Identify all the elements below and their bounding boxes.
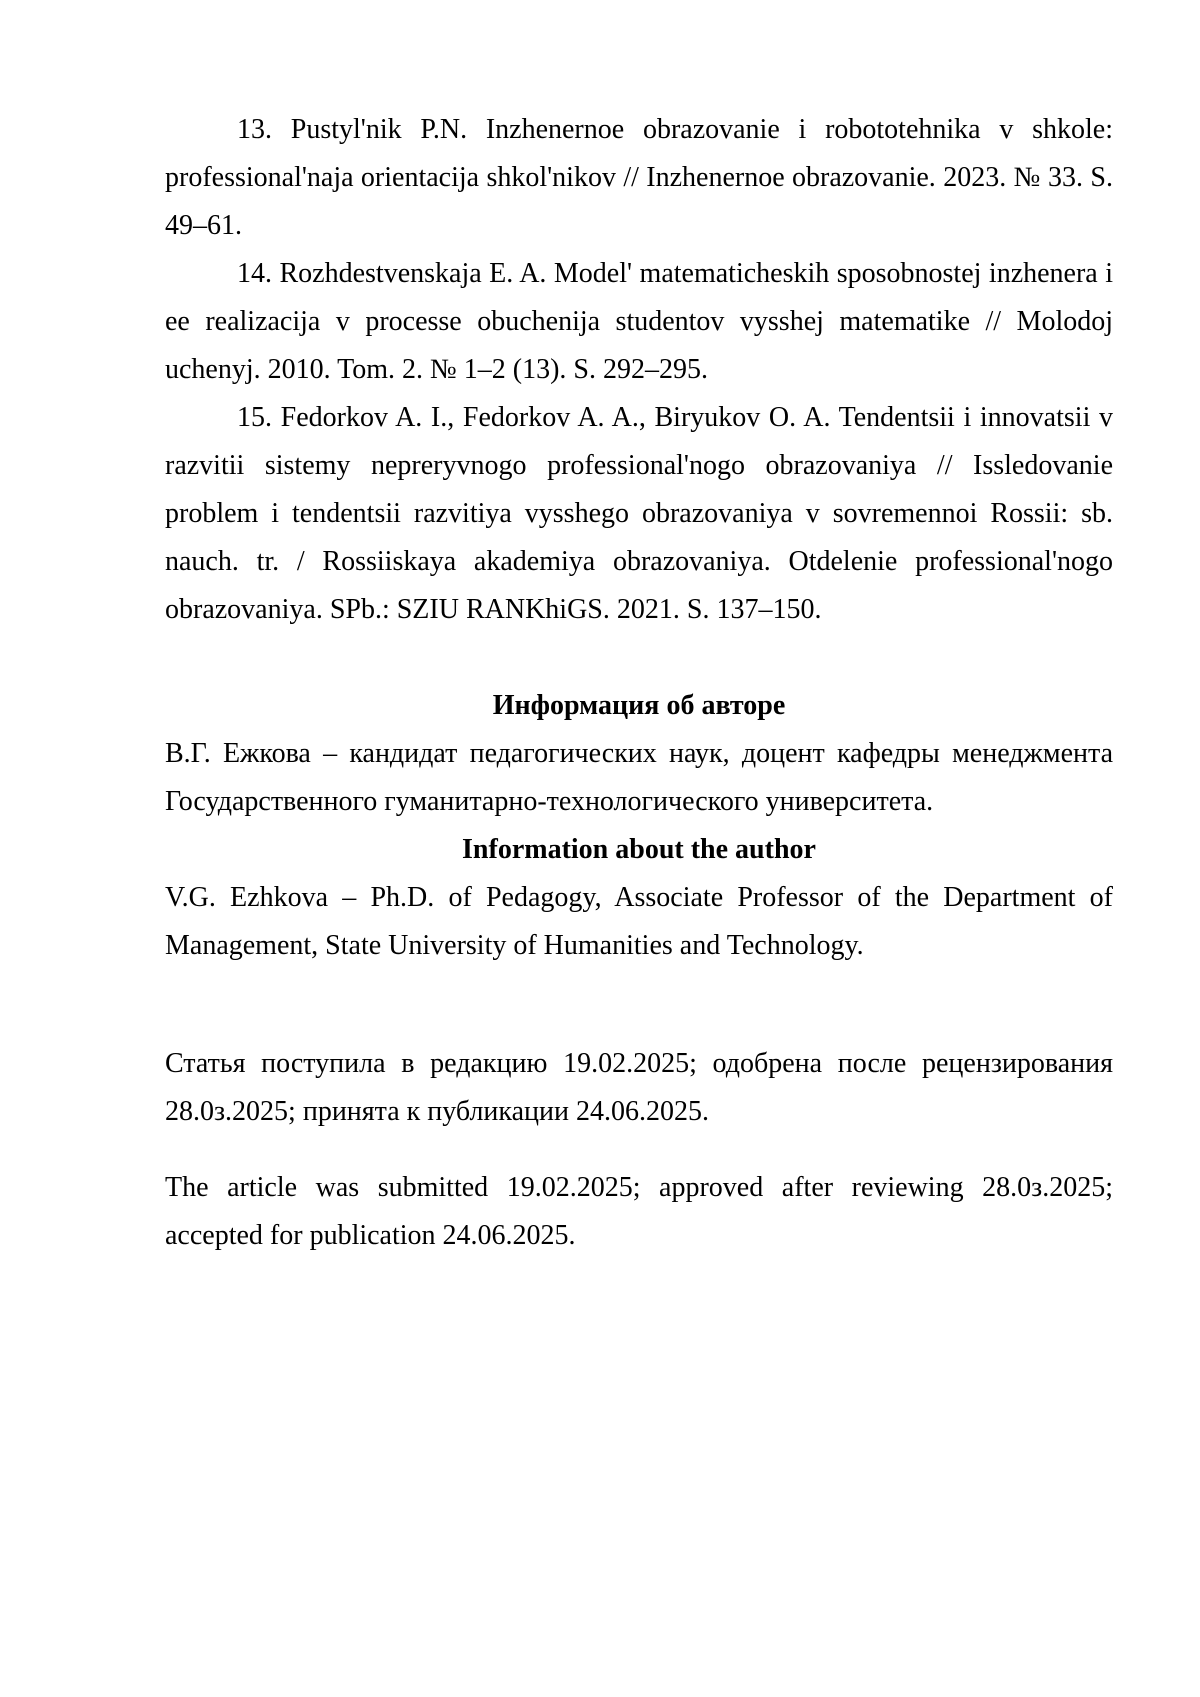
- author-info-heading-en: Information about the author: [462, 834, 816, 865]
- reference-item-13: 13. Pustyl'nik P.N. Inzhenernoe obrazovanie i robototehnika v shkole: professional'naja orientacija shkol'nikov // Inzhenernoe obrazovanie. 2023. № 33. S. 49–61.: [165, 114, 1113, 241]
- author-info-text-ru: В.Г. Ежкова – кандидат педагогических наук, доцент кафедры менеджмента Государственного гуманитарно-технологического университета.: [165, 738, 1113, 817]
- author-info-text-en: V.G. Ezhkova – Ph.D. of Pedagogy, Associate Professor of the Department of Management, State University of Humanities and Technology.: [165, 882, 1113, 961]
- submission-dates-en: The article was submitted 19.02.2025; approved after reviewing 28.0з.2025; accepted for publication 24.06.2025.: [165, 1172, 1113, 1251]
- reference-item-15: 15. Fedorkov A. I., Fedorkov A. A., Biryukov O. A. Tendentsii i innovatsii v razvitii sistemy nepreryvnogo professional'nogo obrazovaniya // Issledovanie problem i tendentsii razvitiya vysshego obrazovaniya v sovremennoi Rossii: sb. nauch. tr. / Rossiiskaya akademiya obrazovaniya. Otdelenie professional'nogo obrazovaniya. SPb.: SZIU RANKhiGS. 2021. S. 137–150.: [165, 402, 1113, 625]
- submission-dates-ru: Статья поступила в редакцию 19.02.2025; одобрена после рецензирования 28.0з.2025; принята к публикации 24.06.2025.: [165, 1048, 1113, 1127]
- spacer: [165, 634, 1113, 682]
- reference-item-14: 14. Rozhdestvenskaja E. A. Model' matematicheskih sposobnostej inzhenera i ee realizacija v processe obuchenija studentov vysshej matematike // Molodoj uchenyj. 2010. Tom. 2. № 1–2 (13). S. 292–295.: [165, 258, 1113, 385]
- author-info-heading-ru: Информация об авторе: [492, 690, 786, 721]
